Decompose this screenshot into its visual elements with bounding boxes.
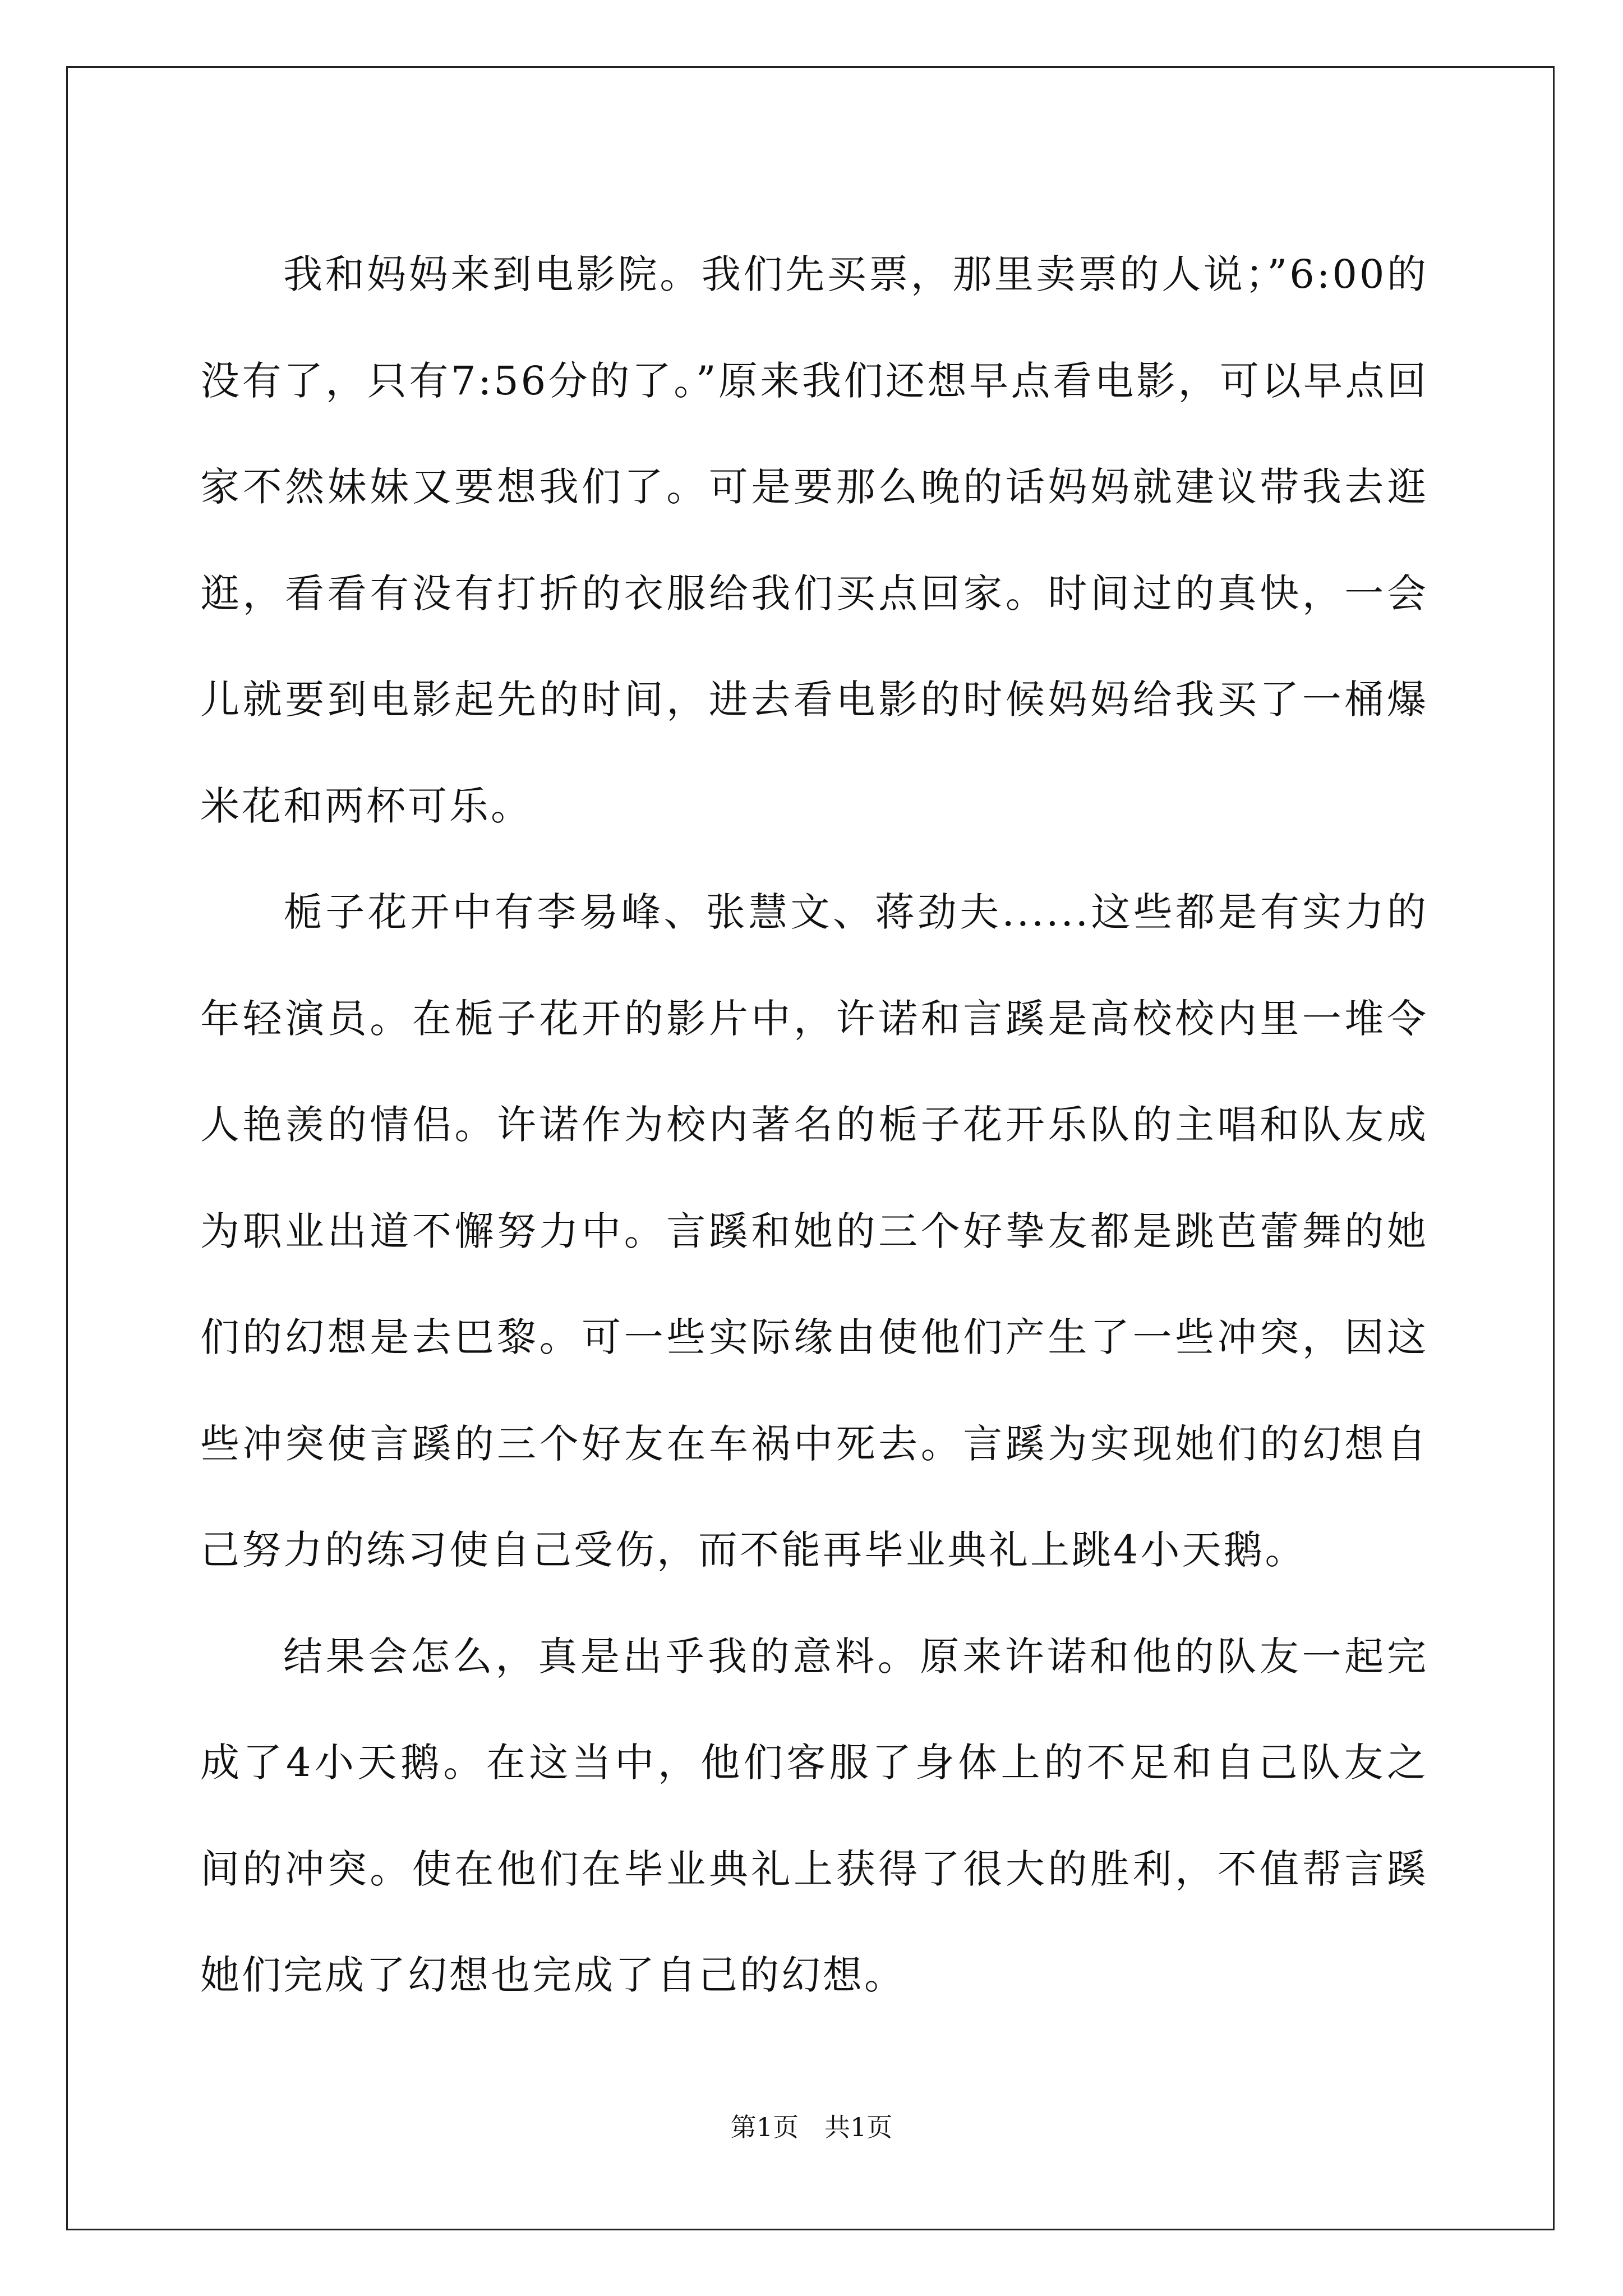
- page-footer: [0, 2110, 1623, 2144]
- paragraph-2: 栀子花开中有李易峰、张慧文、蒋劲夫......这些都是有实力的年轻演员。在栀子花开的影片中，许诺和言蹊是高校校内里一堆令人艳羡的情侣。许诺作为校内著名的栀子花开乐队的主唱和队友成为职业出道不懈努力中。言蹊和她的三个好挚友都是跳芭蕾舞的她们的幻想是去巴黎。可一些实际缘由使他们产生了一些冲突，因这些冲突使言蹊的三个好友在车祸中死去。言蹊为实现她们的幻想自己努力的练习使自己受伤，而不能再毕业典礼上跳4小天鹅。: [200, 889, 1428, 1573]
- paragraph-3: 结果会怎么，真是出乎我的意料。原来许诺和他的队友一起完成了4小天鹅。在这当中，他们客服了身体上的不足和自己队友之间的冲突。使在他们在毕业典礼上获得了很大的胜利，不值帮言蹊她们完成了幻想也完成了自己的幻想。: [200, 1633, 1428, 1998]
- page-number: 第1页: [730, 2112, 799, 2142]
- page-total: 共1页: [824, 2112, 893, 2142]
- document-body: [200, 222, 1428, 2029]
- paragraph-1: 我和妈妈来到电影院。我们先买票，那里卖票的人说；”6:00的没有了，只有7:56分的了。”原来我们还想早点看电影，可以早点回家不然妹妹又要想我们了。可是要那么晚的话妈妈就建议带我去逛逛，看看有没有打折的衣服给我们买点回家。时间过的真快，一会儿就要到电影起先的时间，进去看电影的时候妈妈给我买了一桶爆米花和两杯可乐。: [200, 251, 1428, 829]
